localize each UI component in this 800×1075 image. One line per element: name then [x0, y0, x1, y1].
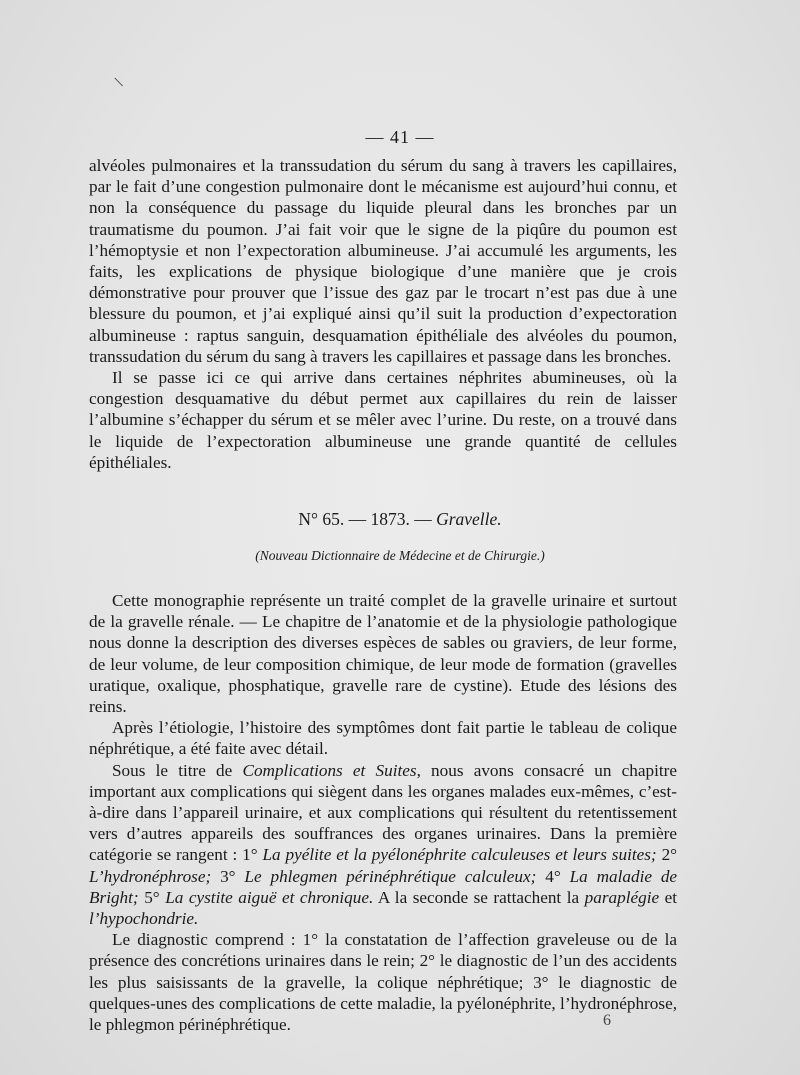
italic-term: paraplégie — [584, 887, 660, 907]
italic-term: La pyélite et la pyélonéphrite calculeuses et leurs suites; — [262, 845, 657, 865]
entry-body — [89, 590, 677, 1035]
italic-term: La maladie de Bright; — [89, 866, 678, 907]
paragraph-continued: alvéoles pulmonaires et la transsudation du sérum du sang à travers les capillaires, par le fait d’une congestion pulmonaire dont le mécanisme est aujourd’hui connu, et non la conséquence du passage du liquide pleural dans les bronches par un traumatisme du poumon. J’ai fait voir que le signe de la piqûre du poumon est l’hémoptysie et non l’expectoration albumineuse. J’ai accumulé les arguments, les faits, les explications de physique biologique d’une manière que je crois démonstrative pour prouver que l’issue des gaz par le trocart n’est pas due à une blessure du poumon, et j’ai expliqué ainsi qu’il suit la production d’expectoration albumineuse : raptus sanguin, desquamation épithéliale des alvéoles du poumon, transsudation du sérum du sang à travers les capillaires et passage dans les bronches. — [89, 156, 677, 366]
italic-title: Complications et Suites — [242, 760, 417, 780]
paragraph-complications — [89, 760, 677, 930]
stray-ink-mark: \ — [113, 73, 125, 92]
entry-number: N° 65. — 1873. — — [298, 509, 432, 529]
body-text-continued — [89, 155, 677, 473]
text-run: 2° — [661, 845, 678, 865]
entry-title: Gravelle. — [436, 509, 502, 529]
page-number: — 41 — — [365, 127, 435, 147]
entry-heading — [0, 509, 800, 530]
text-run: 4° — [545, 866, 561, 886]
paragraph: Cette monographie représente un traité complet de la gravelle urinaire et surtout de la gravelle rénale. — Le chapitre de l’anatomie et de la physiologie pathologique nous donne la description des diverses espèces de sables ou graviers, de leur forme, de leur volume, de leur composition chimique, de leur mode de formation (gravelles uratique, oxalique, phosphatique, gravelle rare de cystine). Etude des lésions des reins. — [89, 591, 677, 717]
italic-term: La cystite aiguë et chronique. — [165, 887, 374, 907]
paragraph: Après l’étiologie, l’histoire des symptômes dont fait partie le tableau de colique néphrétique, a été faite avec détail. — [89, 718, 677, 759]
text-run: 5° — [144, 887, 160, 907]
signature-mark: 6 — [603, 1012, 611, 1029]
paragraph: Il se passe ici ce qui arrive dans certaines néphrites abumineuses, où la congestion desquamative du début permet aux capillaires du rein de laisser l’albumine s’échapper du sérum et se mêler avec l’urine. Du reste, on a trouvé dans le liquide de l’expectoration albumineuse une grande quantité de cellules épithéliales. — [89, 368, 677, 472]
paragraph: Le diagnostic comprend : 1° la constatation de l’affection graveleuse ou de la présence des concrétions urinaires dans le rein; 2° le diagnostic de l’un des accidents les plus saisissants de la gravelle, la colique néphrétique; 3° le diagnostic de quelques-unes des complications de cette maladie, la pyélonéphrite, l’hydronéphrose, le phlegmon périnéphrétique. — [89, 930, 677, 1035]
italic-term: Le phlegmen périnéphrétique calculeux; — [244, 866, 537, 886]
italic-term: l’hypochondrie. — [89, 909, 199, 929]
text-run: 3° — [220, 866, 236, 886]
text-run: Sous le titre de — [112, 760, 233, 780]
italic-term: L’hydronéphrose; — [89, 866, 212, 886]
entry-source: (Nouveau Dictionnaire de Médecine et de Chirurgie.) — [255, 548, 545, 563]
text-run: et — [664, 887, 678, 907]
text-run: A la seconde se rattachent la — [377, 887, 580, 907]
text-run: , nous avons consacré un chapitre important aux complications qui siègent dans les organes malades eux-mêmes, c’est-à-dire dans l’appareil urinaire, et aux complications qui résultent du retentissement vers d’autres appareils des souffrances des organes urinaires. Dans la première catégorie se rangent : 1° — [89, 760, 678, 865]
